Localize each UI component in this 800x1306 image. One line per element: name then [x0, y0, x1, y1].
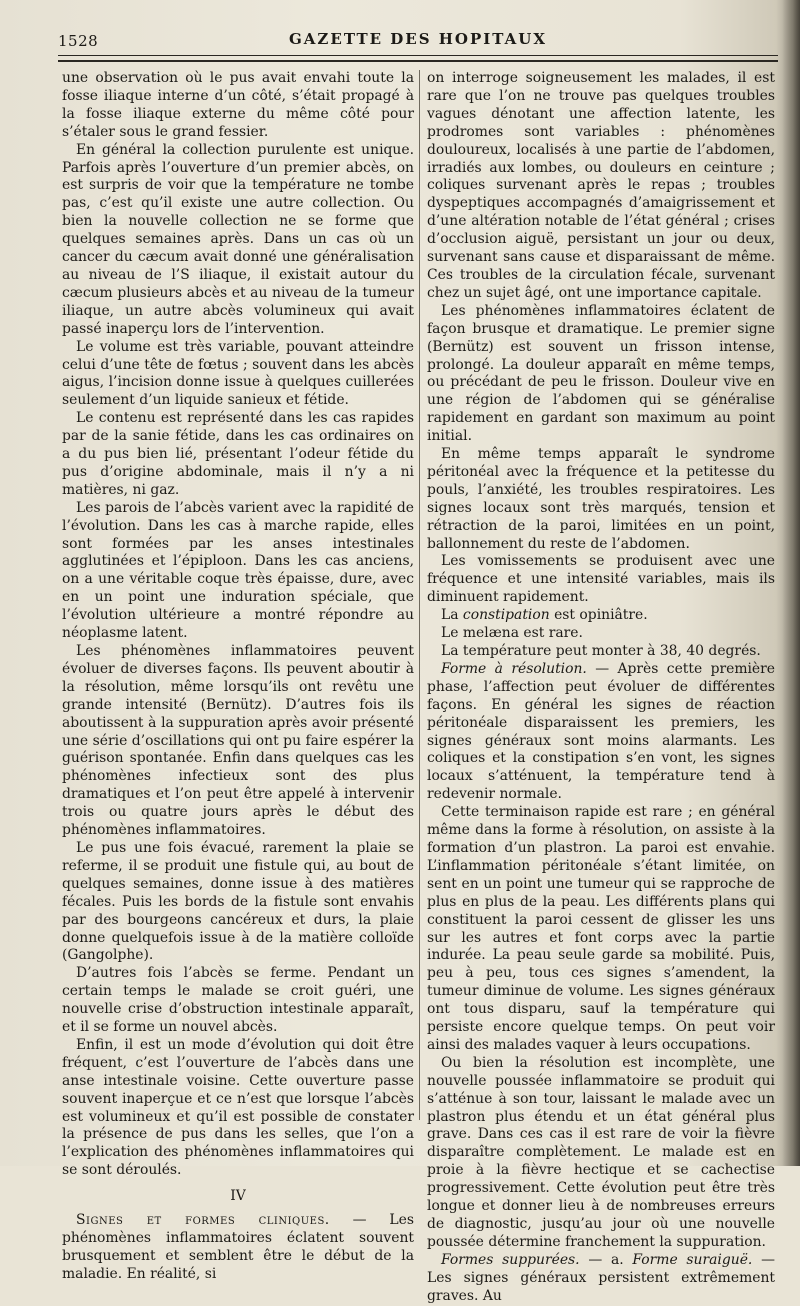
subheading-form-resolution: Forme à résolution. [441, 660, 587, 677]
paragraph: Les phénomènes inflammatoires peuvent évoluer de diverses façons. Ils peuvent aboutir à la résolution, même lorsqu’ils ont revêtu une grande intensité (Bernütz). D’autres fois ils aboutissent à la suppuration après avoir présenté une série d’oscillations qui ont pu faire espérer la guérison spontanée. Enfin dans quelques cas les phénomènes infectieux sont des plus dramatiques et l’on peut être appelé à intervenir trois ou quatre jours après le début des phénomènes inflammatoires. [62, 643, 414, 839]
paragraph-text: — a. [579, 1251, 633, 1268]
paragraph: Le pus une fois évacué, rarement la plaie se referme, il se produit une fistule qui, au bout de quelques semaines, donne issue à des matières fécales. Puis les bords de la fistule sont envahis par des bourgeons cancéreux et durs, la plaie donne quelquefois issue à de la matière colloïde (Gangolphe). [62, 839, 414, 964]
header-rule-thick [58, 60, 778, 62]
paragraph: Les parois de l’abcès varient avec la rapidité de l’évolution. Dans les cas à marche rapide, elles sont formées par les anses intestinales agglutinées et l’épiploon. Dans les cas anciens, on a une véritable coque très épaisse, dure, avec en un point une induration spéciale, que l’évolution ultérieure a montré répondre au néoplasme latent. [62, 499, 414, 642]
section-heading: Signes et formes cliniques. [76, 1212, 330, 1229]
paragraph: Enfin, il est un mode d’évolution qui doit être fréquent, c’est l’ouverture de l’abcès dans une anse intestinale voisine. Cette ouverture passe souvent inaperçue et ce n’est que lorsque l’abcès est volumineux et qu’il est possible de constater la présence de pus dans les selles, que l’on a l’explication des phénomènes inflammatoires qui se sont déroulés. [62, 1036, 414, 1179]
paragraph-text: — Les phénomènes inflammatoires éclatent souvent brusquement et semblent être le début de la maladie. En réalité, si [62, 1212, 415, 1282]
paragraph: Cette terminaison rapide est rare ; en général même dans la forme à résolution, on assiste à la formation d’un plastron. La paroi est envahie. L’inflammation péritonéale s’étant limitée, on sent en un point une tumeur qui se rapproche de plus en plus de la peau. Les différents plans qui constituent la paroi cessent de glisser les uns sur les autres et font corps avec la partie indurée. La peau seule garde sa mobilité. Puis, peu à peu, tous ces signes s’amendent, la tumeur diminue de volume. Les signes généraux ont tous disparu, sauf la température qui persiste encore quelque temps. On peut voir ainsi des malades vaquer à leurs occupations. [427, 804, 775, 1053]
emphasis: constipation [462, 607, 550, 624]
paragraph: Ou bien la résolution est incomplète, une nouvelle poussée inflammatoire se produit qui s’atténue à son tour, laissant le malade avec un plastron plus étendu et un état général plus grave. Dans ces cas il est rare de voir la fièvre disparaître complètement. Le malade est en proie à la fièvre hectique et se cachectise progressivement. Cette évolution peut être très longue et donner lieu à de nombreuses erreurs de diagnostic, jusqu’au jour où une nouvelle poussée détermine franchement la suppuration. [427, 1054, 775, 1250]
paragraph-text: La [441, 607, 463, 624]
paragraph [62, 1212, 414, 1284]
paragraph: D’autres fois l’abcès se ferme. Pendant un certain temps le malade se croit guéri, une nouvelle crise d’obstruction intestinale apparaît, et il se forme un nouvel abcès. [62, 965, 414, 1036]
paragraph [427, 1252, 775, 1306]
page-number: 1528 [58, 32, 99, 50]
paragraph-text: — Après cette première phase, l’affection peut évoluer de différentes façons. En général les signes de réaction péritonéale disparaissent les premiers, les signes généraux sont moins alarmants. Les coliques et la constipation s’en vont, les signes locaux s’atténuent, la température tend à redevenir normale. [427, 660, 776, 803]
paragraph-text: — Les signes généraux persistent extrêmement graves. Au [427, 1251, 775, 1304]
paragraph: Les vomissements se produisent avec une fréquence et une intensité variables, mais ils diminuent rapidement. [427, 553, 775, 606]
right-column [427, 70, 775, 1306]
page-edge-shadow [782, 0, 800, 1166]
paragraph: on interroge soigneusement les malades, il est rare que l’on ne trouve pas quelques troubles vagues dénotant une affection latente, les prodromes sont variables : phénomènes douloureux, localisés à une partie de l’abdomen, irradiés aux lombes, ou douleurs en ceinture ; coliques survenant après le repas ; troubles dyspeptiques accompagnés d’amaigrissement et d’une altération notable de l’état général ; crises d’occlusion aiguë, persistant un jour ou deux, survenant sans cause et disparaissant de même. Ces troubles de la circulation fécale, survenant chez un sujet âgé, ont une importance capitale. [427, 70, 775, 301]
paragraph: Le volume est très variable, pouvant atteindre celui d’une tête de fœtus ; souvent dans les abcès aigus, l’incision donne issue à quelques cuillerées seulement d’un liquide sanieux et fétide. [62, 338, 414, 409]
subheading-forme-suraigue: Forme suraiguë. [632, 1251, 753, 1268]
subheading-forms-suppurees: Formes suppurées. [441, 1251, 580, 1268]
paragraph [427, 607, 775, 625]
paragraph-text: est opiniâtre. [549, 607, 648, 624]
section-numeral: IV [230, 1188, 246, 1205]
column-divider [419, 70, 420, 1120]
paragraph [427, 661, 775, 804]
paragraph: Le melæna est rare. [441, 625, 583, 642]
paragraph: En général la collection purulente est unique. Parfois après l’ouverture d’un premier abcès, on est surpris de voir que la température ne tombe pas, c’est qu’il existe une autre collection. Ou bien la nouvelle collection ne se forme que quelques semaines après. Dans un cas où un cancer du cæcum avait donné une généralisation au niveau de l’S iliaque, il existait autour du cæcum plusieurs abcès et au niveau de la tumeur iliaque, un autre abcès volumineux qui avait passé inaperçu lors de l’intervention. [62, 141, 414, 337]
paragraph: La température peut monter à 38, 40 degrés. [441, 643, 761, 659]
paragraph: Le contenu est représenté dans les cas rapides par de la sanie fétide, dans les cas ordinaires on a du pus bien lié, présentant l’odeur fétide du pus d’origine abdominale, mais il n’y a ni matières, ni gaz. [62, 410, 414, 498]
paragraph: une observation où le pus avait envahi toute la fosse iliaque interne d’un côté, s’était propagé à la fosse iliaque externe du même côté pour s’étaler sous le grand fessier. [62, 70, 414, 140]
paragraph: Les phénomènes inflammatoires éclatent de façon brusque et dramatique. Le premier signe (Bernütz) est souvent un frisson intense, prolongé. La douleur apparaît en même temps, ou précédant de peu le frisson. Douleur vive en une région de l’abdomen qui se généralise rapidement en gardant son maximum au point initial. [427, 302, 775, 445]
paragraph: En même temps apparaît le syndrome péritonéal avec la fréquence et la petitesse du pouls, l’anxiété, les troubles respiratoires. Les signes locaux sont très marqués, tension et rétraction de la paroi, limitées en un point, ballonnement du reste de l’abdomen. [427, 446, 775, 552]
page-header [58, 26, 778, 56]
running-title: GAZETTE DES HOPITAUX [288, 30, 547, 48]
header-rule-thin [58, 55, 778, 56]
left-column [62, 70, 414, 1284]
